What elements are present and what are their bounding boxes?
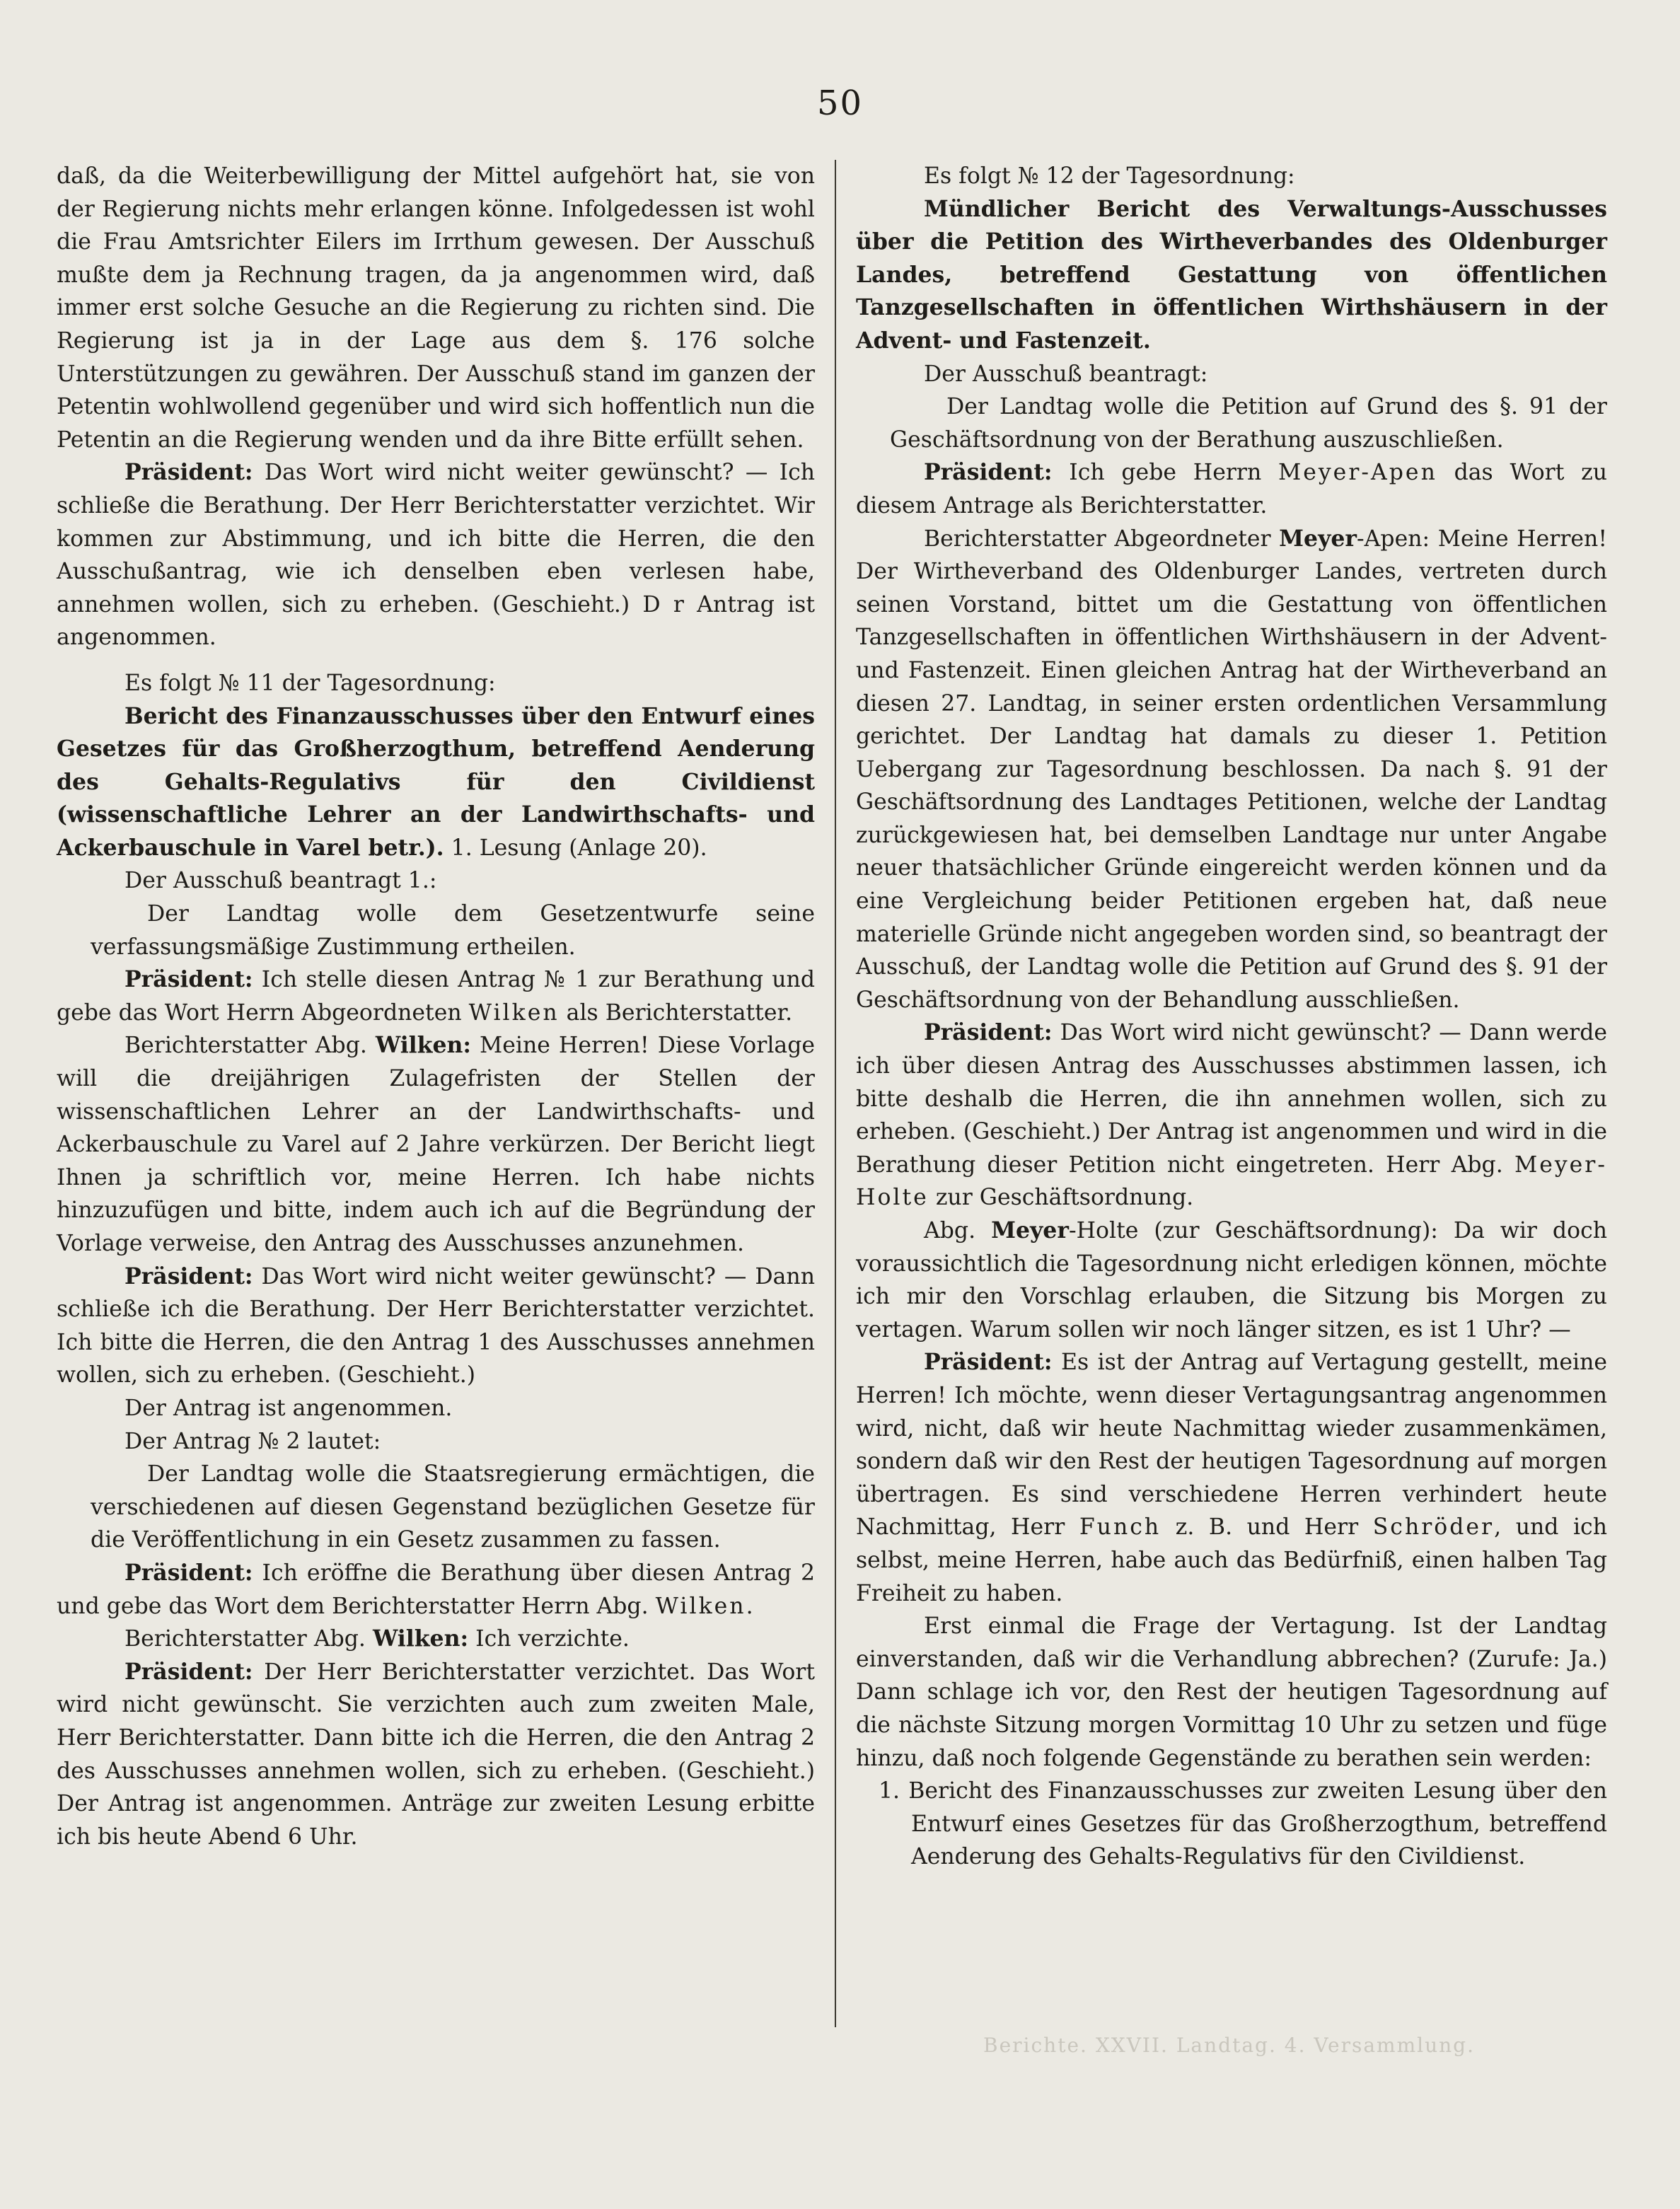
- motion-text: Der Landtag wolle die Staatsregierung ermächtigen, die verschiedenen auf diesen Gegenstand bezüglichen Gesetze für die Veröffentlichung in ein Gesetz zusammen zu fassen.: [91, 1461, 815, 1553]
- paragraph-text: Das Wort wird nicht weiter gewünscht? — Dann schließe ich die Berathung. Der Herr Berichterstatter verzichtet. Ich bitte die Herren, die den Antrag 1 des Ausschusses annehmen wollen, sich zu erheben. (Geschieht.): [57, 1263, 815, 1388]
- speaker-name: Präsident:: [124, 1263, 253, 1289]
- list-item: [856, 1775, 1607, 1874]
- paragraph: [856, 456, 1607, 522]
- column-divider: [835, 160, 836, 2027]
- motion-intro: Der Ausschuß beantragt:: [924, 361, 1208, 387]
- page-number: 50: [816, 83, 864, 123]
- paragraph: [57, 963, 815, 1029]
- person-name: Funch: [1079, 1514, 1161, 1541]
- agenda-title-bold: Bericht des Finanzausschusses über den Entwurf eines Gesetzes für das Großherzogthum, betreffend Aenderung des Gehalts-Regulativs für den Civildienst (wissenschaftliche Lehrer an der Landwirthschafts- und Ackerbauschule in Varel betr.).: [57, 702, 815, 861]
- person-name: Wilken: [655, 1593, 746, 1619]
- motion-text: Der Landtag wolle dem Gesetzentwurfe seine verfassungsmäßige Zustimmung ertheilen.: [91, 901, 815, 960]
- speaker-name: Präsident:: [124, 459, 253, 486]
- faint-footer-text: Berichte. XXVII. Landtag. 4. Versammlung.: [983, 2034, 1475, 2057]
- paragraph-text: Ich gebe Herrn: [1052, 460, 1278, 486]
- speaker-name: Präsident:: [924, 1019, 1053, 1046]
- paragraph: [57, 1029, 815, 1260]
- paragraph-text: Es ist der Antrag auf Vertagung gestellt, meine Herren! Ich möchte, wenn dieser Vertagungsantrag angenommen wird, nicht, daß wir heute Nachmittag wieder zusammenkämen, sondern daß wir den Rest der heutigen Tagesordnung auf morgen übertragen. Es sind verschiedene Herren verhindert heute Nachmittag, Herr: [856, 1350, 1607, 1541]
- paragraph: daß, da die Weiterbewilligung der Mittel aufgehört hat, sie von der Regierung nichts mehr erlangen könne. Infolgedessen ist wohl die Frau Amtsrichter Eilers im Irrthum gewesen. Der Ausschuß mußte dem ja Rechnung tragen, da ja angenommen wird, daß immer erst solche Gesuche an die Regierung zu richten sind. Die Regierung ist ja in der Lage aus dem §. 176 solche Unterstützungen zu gewähren. Der Ausschuß stand im ganzen der Petentin wohlwollend gegenüber und wird sich hoffentlich nun die Petentin an die Regierung wenden und da ihre Bitte erfüllt sehen.: [57, 163, 815, 453]
- agenda-item: Es folgt № 11 der Tagesordnung:: [124, 670, 496, 696]
- paragraph: [856, 1214, 1607, 1346]
- paragraph-text: Ich eröffne die Berathung über diesen Antrag 2 und gebe das Wort dem Berichterstatter Herrn Abg.: [57, 1560, 815, 1619]
- paragraph-text: Abg.: [924, 1218, 992, 1243]
- paragraph-text: Meine Herren! Diese Vorlage will die dreijährigen Zulagefristen der Stellen der wissenschaftlichen Lehrer an der Landwirthschafts- und Ackerbauschule zu Varel auf 2 Jahre verkürzen. Der Bericht liegt Ihnen ja schriftlich vor, meine Herren. Ich habe nichts hinzuzufügen und bitte, indem auch ich auf die Begründung der Vorlage verweise, den Antrag des Ausschusses anzunehmen.: [57, 1033, 815, 1256]
- motion-intro: Der Ausschuß beantragt 1.:: [124, 868, 437, 894]
- list-item-text: Bericht des Finanzausschusses zur zweiten Lesung über den Entwurf eines Gesetzes für das Großherzogthum, betreffend Aenderung des Gehalts-Regulativs für den Civildienst.: [908, 1778, 1608, 1870]
- left-column: [57, 160, 815, 1853]
- paragraph-text: Der Herr Berichterstatter verzichtet. Das Wort wird nicht gewünscht. Sie verzichten auch zum zweiten Male, Herr Berichterstatter. Dann bitte ich die Herren, die den Antrag 2 des Ausschusses annehmen wollen, sich zu erheben. (Geschieht.) Der Antrag ist angenommen. Anträge zur zweiten Lesung erbitte ich bis heute Abend 6 Uhr.: [57, 1659, 815, 1850]
- paragraph-text: Ich stelle diesen Antrag № 1 zur Berathung und gebe das Wort Herrn Abgeordneten: [57, 967, 815, 1026]
- paragraph-text: Berichterstatter Abgeordneter: [924, 526, 1280, 552]
- paragraph-text: Berichterstatter Abg.: [124, 1626, 373, 1652]
- paragraph: Der Antrag ist angenommen.: [124, 1395, 453, 1421]
- speaker-name: Präsident:: [924, 1349, 1053, 1376]
- paragraph-text: , und ich selbst, meine Herren, habe auch das Bedürfniß, einen halben Tag Freiheit zu haben.: [856, 1514, 1607, 1606]
- paragraph: [57, 1623, 815, 1656]
- agenda-title: Mündlicher Bericht des Verwaltungs-Ausschusses über die Petition des Wirtheverbandes des Oldenburger Landes, betreffend Gestattung von öffentlichen Tanzgesellschaften in öffentlichen Wirthshäusern in der Advent- und Fastenzeit.: [856, 195, 1607, 354]
- paragraph-text: -Holte (zur Geschäftsordnung): Da wir doch voraussichtlich die Tagesordnung nicht erledigen können, möchte ich mir den Vorschlag erlauben, die Sitzung bis Morgen zu vertagen. Warum sollen wir noch länger sitzen, es ist 1 Uhr? —: [856, 1218, 1607, 1343]
- paragraph: Erst einmal die Frage der Vertagung. Ist der Landtag einverstanden, daß wir die Verhandlung abbrechen? (Zurufe: Ja.) Dann schlage ich vor, den Rest der heutigen Tagesordnung auf die nächste Sitzung morgen Vormittag 10 Uhr zu setzen und füge hinzu, daß noch folgende Gegenstände zu berathen sein werden:: [856, 1613, 1607, 1771]
- paragraph-text: Ich verzichte.: [468, 1626, 630, 1652]
- right-column: [856, 160, 1607, 1874]
- paragraph-text: Berichterstatter Abg.: [124, 1033, 376, 1059]
- agenda-title-plain: 1. Lesung (Anlage 20).: [444, 835, 707, 861]
- paragraph: [856, 523, 1607, 1017]
- paragraph: [57, 1656, 815, 1854]
- person-name: Meyer-Apen: [1278, 460, 1437, 486]
- speaker-name: Präsident:: [124, 1658, 253, 1685]
- paragraph: [57, 456, 815, 654]
- agenda-title: [57, 700, 815, 865]
- speaker-name: Präsident:: [124, 966, 253, 993]
- motion-text: Der Landtag wolle die Petition auf Grund des §. 91 der Geschäftsordnung von der Berathung auszuschließen.: [890, 394, 1607, 453]
- paragraph: [856, 1016, 1607, 1214]
- paragraph-text: z. B. und Herr: [1161, 1514, 1373, 1541]
- paragraph-text: Das Wort wird nicht gewünscht? — Dann werde ich über diesen Antrag des Ausschusses abstimmen lassen, ich bitte deshalb die Herren, die ihn annehmen wollen, sich zu erheben. (Geschieht.) Der Antrag ist angenommen und wird in die Berathung dieser Petition nicht eingetreten. Herr Abg.: [856, 1020, 1607, 1178]
- paragraph-text: das Wort zu diesem Antrage als Berichterstatter.: [856, 460, 1607, 518]
- speaker-name: Präsident:: [124, 1559, 253, 1586]
- speaker-name: Wilken:: [372, 1625, 469, 1652]
- speaker-name: Präsident:: [924, 459, 1053, 486]
- paragraph-text: .: [746, 1593, 753, 1619]
- person-name: Wilken: [468, 999, 560, 1026]
- paragraph: [57, 1557, 815, 1623]
- person-name: Meyer-Holte: [856, 1152, 1607, 1211]
- paragraph-text: zur Geschäftsordnung.: [928, 1185, 1194, 1211]
- speaker-name: Meyer: [1279, 525, 1357, 552]
- list-item-number: 1.: [879, 1778, 900, 1804]
- person-name: Schröder: [1372, 1514, 1495, 1541]
- speaker-name: Wilken:: [375, 1032, 472, 1059]
- motion-intro: Der Antrag № 2 lautet:: [124, 1428, 381, 1454]
- paragraph: [856, 1346, 1607, 1610]
- paragraph-text: -Apen: Meine Herren! Der Wirtheverband des Oldenburger Landes, vertreten durch seinen Vorstand, bittet um die Gestattung von öffentlichen Tanzgesellschaften in öffentlichen Wirthshäusern in der Advent- und Fastenzeit. Einen gleichen Antrag hat der Wirtheverband an diesen 27. Landtag, in seiner ersten ordentlichen Versammlung gerichtet. Der Landtag hat damals zu dieser 1. Petition Uebergang zur Tagesordnung beschlossen. Da nach §. 91 der Geschäftsordnung des Landtages Petitionen, welche der Landtag zurückgewiesen hat, bei demselben Landtage nur unter Angabe neuer thatsächlicher Gründe eingereicht werden können und da eine Vergleichung beider Petitionen ergeben hat, daß neue materielle Gründe nicht angegeben worden sind, so beantragt der Ausschuß, der Landtag wolle die Petition auf Grund des §. 91 der Geschäftsordnung von der Behandlung ausschließen.: [856, 526, 1607, 1013]
- paragraph-text: Das Wort wird nicht weiter gewünscht? — Ich schließe die Berathung. Der Herr Berichterstatter verzichtet. Wir kommen zur Abstimmung, und ich bitte die Herren, die den Ausschußantrag, wie ich denselben eben verlesen habe, annehmen wollen, sich zu erheben. (Geschieht.) D r Antrag ist angenommen.: [57, 460, 815, 651]
- speaker-name: Meyer: [991, 1217, 1069, 1243]
- agenda-item: Es folgt № 12 der Tagesordnung:: [924, 163, 1295, 189]
- paragraph-text: als Berichterstatter.: [559, 999, 793, 1026]
- paragraph: [57, 1260, 815, 1392]
